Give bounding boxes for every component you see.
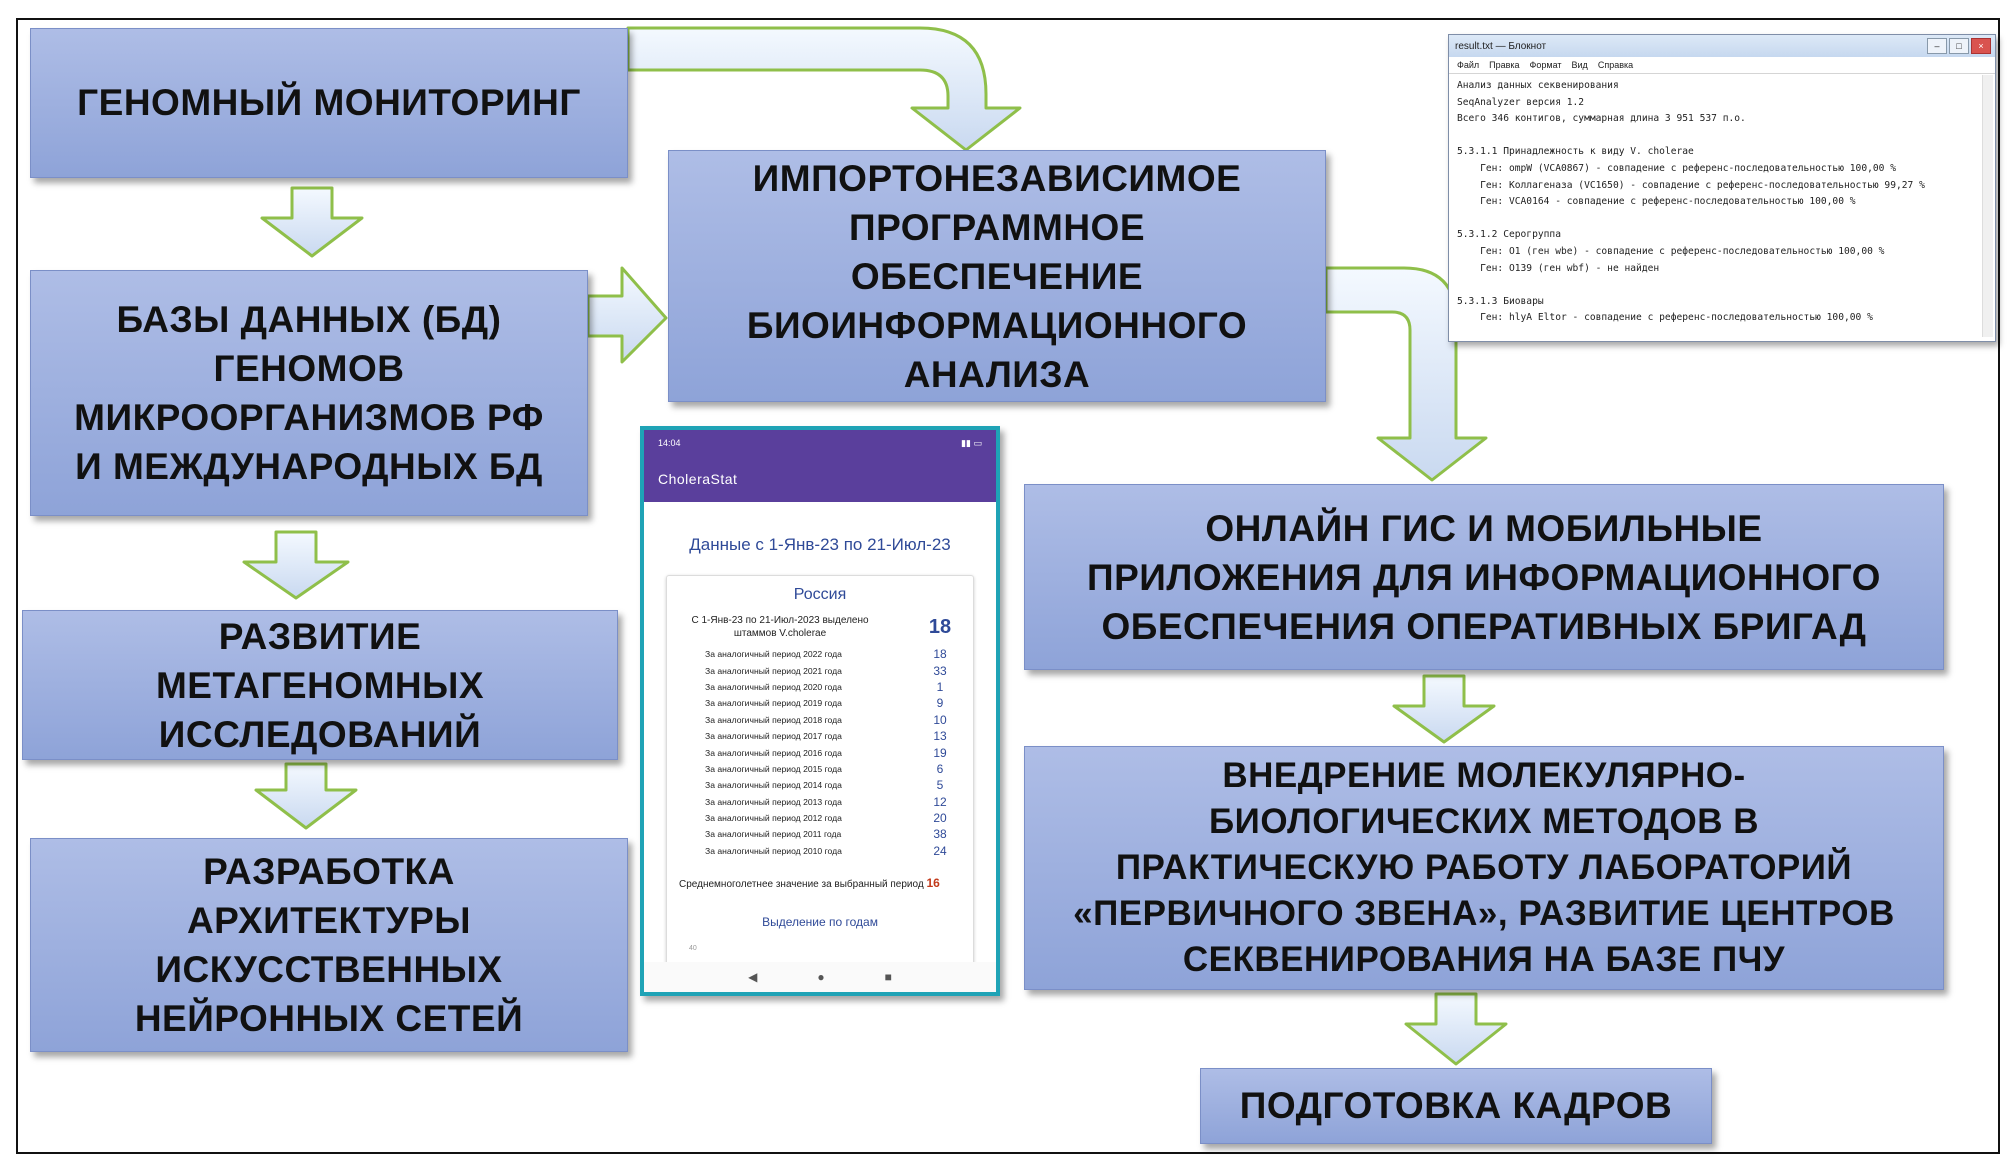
year-row-label: За аналогичный период 2018 года (705, 714, 842, 725)
year-row (675, 794, 965, 810)
box-metagenomic-text (156, 612, 484, 759)
summary-text: С 1-Янв-23 по 21-Июл-2023 выделено штаммов V.cholerae (691, 615, 869, 639)
year-row-value: 9 (936, 696, 944, 711)
notepad-window (1448, 34, 1996, 342)
notepad-line (1457, 211, 1987, 228)
notepad-line (1457, 128, 1987, 145)
home-icon[interactable]: ● (817, 970, 825, 984)
box-databases (30, 270, 588, 516)
close-icon[interactable]: × (1971, 38, 1991, 54)
year-row (675, 843, 965, 859)
phone-screenshot (640, 426, 1000, 996)
menu-item-file[interactable]: Файл (1457, 60, 1480, 70)
battery-icon: ▮▮ ▭ (961, 437, 982, 448)
box-line: ОБЕСПЕЧЕНИЕ (850, 255, 1144, 297)
box-line: ПОДГОТОВКА КАДРОВ (1239, 1085, 1673, 1126)
region-title: Россия (793, 586, 847, 603)
year-row-value: 38 (933, 827, 947, 842)
back-icon[interactable]: ◀ (748, 970, 758, 984)
box-line: МЕТАГЕНОМНЫХ (155, 664, 485, 706)
year-row-value: 12 (933, 794, 947, 809)
box-line: ГЕНОМОВ (213, 348, 405, 389)
box-line: ПРИЛОЖЕНИЯ ДЛЯ ИНФОРМАЦИОННОГО (1087, 556, 1881, 598)
phone-nav-bar (644, 962, 996, 992)
year-row (675, 744, 965, 760)
year-row (675, 662, 965, 678)
menu-item-format[interactable]: Формат (1529, 60, 1562, 70)
arrow-monitoring-to-databases (262, 188, 362, 256)
notepad-line: 5.3.1.2 Серогруппа (1457, 229, 1561, 241)
box-line: ВНЕДРЕНИЕ МОЛЕКУЛЯРНО- (1222, 756, 1746, 795)
phone-status-bar (644, 430, 996, 456)
year-row-value: 5 (936, 778, 944, 793)
by-years-link[interactable]: Выделение по годам (762, 915, 878, 930)
box-line: СЕКВЕНИРОВАНИЯ НА БАЗЕ ПЧУ (1182, 940, 1786, 979)
box-line: И МЕЖДУНАРОДНЫХ БД (75, 446, 543, 487)
box-line: ИССЛЕДОВАНИЙ (158, 713, 482, 755)
year-row-value: 24 (933, 843, 947, 858)
box-online-gis (1024, 484, 1944, 670)
year-row-label: За аналогичный период 2017 года (705, 731, 842, 742)
box-line: ПРОГРАММНОЕ (848, 206, 1145, 248)
notepad-line: Ген: Коллагеназа (VC1650) - совпадение с референс-последовательностью 99,27 % (1457, 179, 1925, 191)
menu-item-edit[interactable]: Правка (1489, 60, 1520, 70)
notepad-scrollbar[interactable] (1982, 75, 1993, 337)
stats-card (666, 575, 974, 996)
year-row-value: 18 (933, 647, 947, 662)
year-row-label: За аналогичный период 2014 года (705, 780, 842, 791)
notepad-line: Всего 346 контигов, суммарная длина 3 951 537 п.о. (1457, 113, 1746, 125)
box-line: РАЗВИТИЕ (218, 615, 422, 657)
box-line: РАЗРАБОТКА (203, 851, 455, 892)
year-row-label: За аналогичный период 2010 года (705, 845, 842, 856)
box-line: МИКРООРГАНИЗМОВ РФ (74, 397, 544, 438)
box-molecular-methods-text (1073, 753, 1895, 983)
notepad-titlebar (1449, 35, 1995, 57)
arrow-metagenomic-to-neural (256, 764, 356, 828)
date-range-header: Данные с 1-Янв-23 по 21-Июл-23 (689, 535, 951, 554)
box-software-text (747, 154, 1247, 399)
box-genomic-monitoring (30, 28, 628, 178)
year-row-label: За аналогичный период 2012 года (705, 813, 842, 824)
arrow-monitoring-to-software (628, 28, 1020, 150)
notepad-line: Ген: O1 (ген wbe) - совпадение с референс-последовательностью 100,00 % (1457, 245, 1885, 257)
year-row (675, 712, 965, 728)
year-row (675, 777, 965, 793)
year-row (675, 826, 965, 842)
box-personnel-text (1240, 1083, 1673, 1129)
year-row (675, 761, 965, 777)
notepad-line: Ген: VCA0164 - совпадение с референс-последовательностью 100,00 % (1457, 196, 1856, 208)
year-row-label: За аналогичный период 2015 года (705, 763, 842, 774)
year-row-value: 1 (936, 679, 944, 694)
notepad-text-area[interactable] (1449, 74, 1995, 340)
year-row-label: За аналогичный период 2016 года (705, 747, 842, 758)
year-row-value: 20 (933, 811, 947, 826)
box-neural-networks-text (135, 847, 523, 1043)
box-molecular-methods (1024, 746, 1944, 990)
average-value: 16 (926, 876, 940, 891)
box-online-gis-text (1087, 504, 1881, 651)
box-software (668, 150, 1326, 402)
menu-item-view[interactable]: Вид (1571, 60, 1588, 70)
box-line: ОНЛАЙН ГИС И МОБИЛЬНЫЕ (1205, 507, 1763, 549)
arrow-gis-to-molecular (1394, 676, 1494, 742)
average-row (675, 877, 965, 891)
menu-item-help[interactable]: Справка (1597, 60, 1634, 70)
box-line: АНАЛИЗА (903, 353, 1091, 395)
box-line: АРХИТЕКТУРЫ (186, 900, 472, 941)
year-row-label: За аналогичный период 2021 года (705, 665, 842, 676)
year-row-label: За аналогичный период 2013 года (705, 796, 842, 807)
arrow-molecular-to-personnel (1406, 994, 1506, 1064)
notepad-line: Ген: ompW (VCA0867) - совпадение с референс-последовательностью 100,00 % (1457, 162, 1896, 174)
year-row-value: 33 (933, 663, 947, 678)
box-line: БАЗЫ ДАННЫХ (БД) (116, 299, 502, 340)
year-row-label: За аналогичный период 2011 года (705, 829, 842, 840)
box-line: НЕЙРОННЫХ СЕТЕЙ (134, 998, 524, 1039)
notepad-line (1457, 277, 1987, 294)
maximize-icon[interactable]: □ (1949, 38, 1969, 54)
year-row-label: За аналогичный период 2020 года (705, 681, 842, 692)
notepad-line: 5.3.1.3 Биовары (1457, 295, 1544, 307)
notepad-menubar (1449, 57, 1995, 74)
year-rows (675, 646, 965, 859)
year-row-value: 10 (933, 712, 947, 727)
box-databases-text (74, 295, 544, 491)
box-neural-networks (30, 838, 628, 1052)
arrow-databases-to-software (588, 268, 666, 362)
arrow-databases-to-metagenomic (244, 532, 348, 598)
box-line: ИМПОРТОНЕЗАВИСИМОЕ (752, 157, 1242, 199)
year-row (675, 679, 965, 695)
year-row-value: 6 (936, 761, 944, 776)
year-row (675, 810, 965, 826)
recents-icon[interactable]: ■ (884, 970, 892, 984)
box-line: БИОЛОГИЧЕСКИХ МЕТОДОВ В (1209, 802, 1759, 841)
average-text: Среднемноголетнее значение за выбранный период (679, 879, 924, 891)
notepad-line: SeqAnalyzer версия 1.2 (1457, 96, 1585, 108)
notepad-line: 5.3.1.1 Принадлежность к виду V. cholerae (1457, 146, 1694, 158)
box-line: БИОИНФОРМАЦИОННОГО (746, 304, 1248, 346)
box-metagenomic (22, 610, 618, 760)
box-line: ГЕНОМНЫЙ МОНИТОРИНГ (77, 82, 581, 123)
summary-row (675, 614, 965, 640)
box-line: ПРАКТИЧЕСКУЮ РАБОТУ ЛАБОРАТОРИЙ (1115, 848, 1853, 887)
year-row (675, 646, 965, 662)
year-row (675, 728, 965, 744)
box-genomic-monitoring-text (77, 80, 581, 126)
notepad-title: result.txt — Блокнот (1455, 40, 1547, 52)
notepad-line: Ген: O139 (ген wbf) - не найден (1457, 262, 1660, 274)
notepad-line: Анализ данных секвенирования (1457, 80, 1619, 91)
year-row-label: За аналогичный период 2019 года (705, 698, 842, 709)
summary-value: 18 (928, 615, 952, 638)
year-row-value: 13 (933, 729, 947, 744)
chart-axis-tick: 40 (689, 945, 697, 953)
year-row-value: 19 (933, 745, 947, 760)
box-personnel (1200, 1068, 1712, 1144)
box-line: ОБЕСПЕЧЕНИЯ ОПЕРАТИВНЫХ БРИГАД (1101, 605, 1867, 647)
status-time: 14:04 (658, 438, 681, 448)
year-row-label: За аналогичный период 2022 года (705, 649, 842, 660)
box-line: ИСКУССТВЕННЫХ (155, 949, 503, 990)
minimize-icon[interactable]: – (1927, 38, 1947, 54)
box-line: «ПЕРВИЧНОГО ЗВЕНА», РАЗВИТИЕ ЦЕНТРОВ (1073, 894, 1895, 933)
app-title: CholeraStat (644, 456, 996, 502)
notepad-line: Ген: hlyA Eltor - совпадение с референс-последовательностью 100,00 % (1457, 312, 1873, 324)
year-row (675, 695, 965, 711)
